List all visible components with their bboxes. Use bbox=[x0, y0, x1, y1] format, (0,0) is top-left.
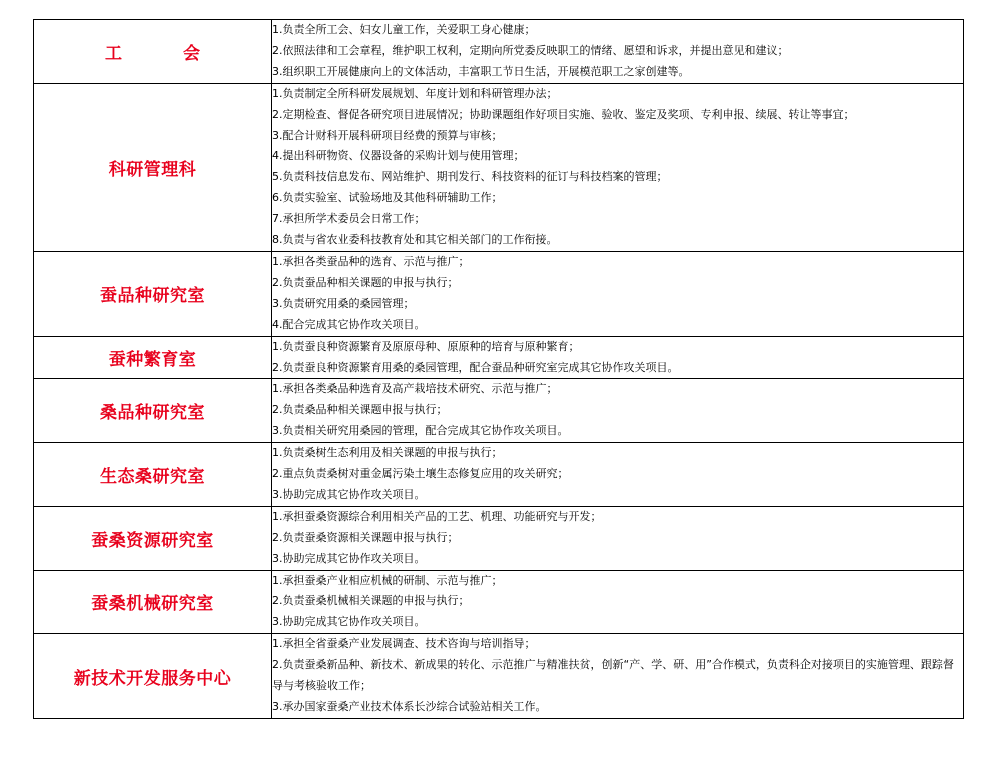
duty-item: 1.承担各类桑品种选育及高产栽培技术研究、示范与推广； bbox=[272, 382, 558, 396]
duty-item: 2.依照法律和工会章程，维护职工权利，定期向所党委反映职工的情绪、愿望和诉求，并提出意见和建议； bbox=[272, 43, 789, 57]
table-row bbox=[34, 20, 964, 84]
department-name: 蚕品种研究室 bbox=[34, 251, 272, 336]
department-name: 蚕桑机械研究室 bbox=[34, 570, 272, 634]
duty-item: 2.负责蚕桑资源相关课题申报与执行； bbox=[272, 530, 459, 544]
table-row bbox=[34, 336, 964, 379]
duty-item: 2.负责蚕桑机械相关课题的申报与执行； bbox=[272, 594, 470, 608]
duties-cell bbox=[272, 20, 964, 84]
department-duties-table bbox=[33, 19, 964, 719]
department-name: 桑品种研究室 bbox=[34, 379, 272, 443]
table-row bbox=[34, 570, 964, 634]
duty-item: 1.承担全省蚕桑产业发展调查、技术咨询与培训指导； bbox=[272, 637, 536, 651]
duty-item: 4.配合完成其它协作攻关项目。 bbox=[272, 317, 426, 331]
duty-item: 3.协助完成其它协作攻关项目。 bbox=[272, 487, 426, 501]
table-row bbox=[34, 83, 964, 251]
department-name: 生态桑研究室 bbox=[34, 443, 272, 507]
duty-item: 2.负责蚕良种资源繁育用桑的桑园管理，配合蚕品种研究室完成其它协作攻关项目。 bbox=[272, 360, 679, 374]
duty-item: 3.协助完成其它协作攻关项目。 bbox=[272, 551, 426, 565]
duty-item: 7.承担所学术委员会日常工作； bbox=[272, 212, 426, 226]
duties-cell bbox=[272, 634, 964, 719]
duty-item: 2.负责蚕品种相关课题的申报与执行； bbox=[272, 275, 459, 289]
duty-item: 8.负责与省农业委科技教育处和其它相关部门的工作衔接。 bbox=[272, 233, 558, 247]
duties-cell bbox=[272, 336, 964, 379]
duty-item: 2.定期检查、督促各研究项目进展情况；协助课题组作好项目实施、验收、鉴定及奖项、专利申报、续展、转让等事宜； bbox=[272, 107, 855, 121]
department-name: 工 会 bbox=[34, 20, 272, 84]
table-row bbox=[34, 251, 964, 336]
table-row bbox=[34, 634, 964, 719]
duty-item: 2.重点负责桑树对重金属污染土壤生态修复应用的攻关研究； bbox=[272, 467, 569, 481]
duty-item: 6.负责实验室、试验场地及其他科研辅助工作； bbox=[272, 191, 503, 205]
duties-cell bbox=[272, 251, 964, 336]
duty-item: 4.提出科研物资、仪器设备的采购计划与使用管理； bbox=[272, 149, 525, 163]
duty-item: 2.负责桑品种相关课题申报与执行； bbox=[272, 403, 448, 417]
duty-item: 3.配合计财科开展科研项目经费的预算与审核； bbox=[272, 128, 503, 142]
duty-item: 1.承担蚕桑产业相应机械的研制、示范与推广； bbox=[272, 573, 503, 587]
department-name: 蚕种繁育室 bbox=[34, 336, 272, 379]
duty-item: 2.负责蚕桑新品种、新技术、新成果的转化、示范推广与精准扶贫，创新“产、学、研、用”合作模式，负责科企对接项目的实施管理、跟踪督导与考核验收工作； bbox=[272, 658, 954, 693]
table-row bbox=[34, 443, 964, 507]
duty-item: 1.负责全所工会、妇女儿童工作，关爱职工身心健康； bbox=[272, 23, 536, 36]
duty-item: 1.承担蚕桑资源综合利用相关产品的工艺、机理、功能研究与开发； bbox=[272, 509, 602, 523]
duty-item: 3.组织职工开展健康向上的文体活动，丰富职工节日生活，开展模范职工之家创建等。 bbox=[272, 64, 690, 78]
duties-cell bbox=[272, 379, 964, 443]
duties-cell bbox=[272, 570, 964, 634]
duty-item: 3.协助完成其它协作攻关项目。 bbox=[272, 615, 426, 629]
department-name: 科研管理科 bbox=[34, 83, 272, 251]
duty-item: 3.负责相关研究用桑园的管理，配合完成其它协作攻关项目。 bbox=[272, 424, 569, 438]
duty-item: 5.负责科技信息发布、网站维护、期刊发行、科技资料的征订与科技档案的管理； bbox=[272, 170, 668, 184]
duty-item: 1.负责桑树生态利用及相关课题的申报与执行； bbox=[272, 446, 503, 460]
duties-cell bbox=[272, 506, 964, 570]
duty-item: 1.负责蚕良种资源繁育及原原母种、原原种的培育与原种繁育； bbox=[272, 339, 580, 353]
duty-item: 1.承担各类蚕品种的选育、示范与推广； bbox=[272, 254, 470, 268]
table-row bbox=[34, 379, 964, 443]
duty-item: 3.承办国家蚕桑产业技术体系长沙综合试验站相关工作。 bbox=[272, 700, 547, 713]
duty-item: 3.负责研究用桑的桑园管理； bbox=[272, 296, 415, 310]
duty-item: 1.负责制定全所科研发展规划、年度计划和科研管理办法； bbox=[272, 86, 558, 100]
department-name: 新技术开发服务中心 bbox=[34, 634, 272, 719]
duties-cell bbox=[272, 443, 964, 507]
department-name: 蚕桑资源研究室 bbox=[34, 506, 272, 570]
table-row bbox=[34, 506, 964, 570]
duties-cell bbox=[272, 83, 964, 251]
